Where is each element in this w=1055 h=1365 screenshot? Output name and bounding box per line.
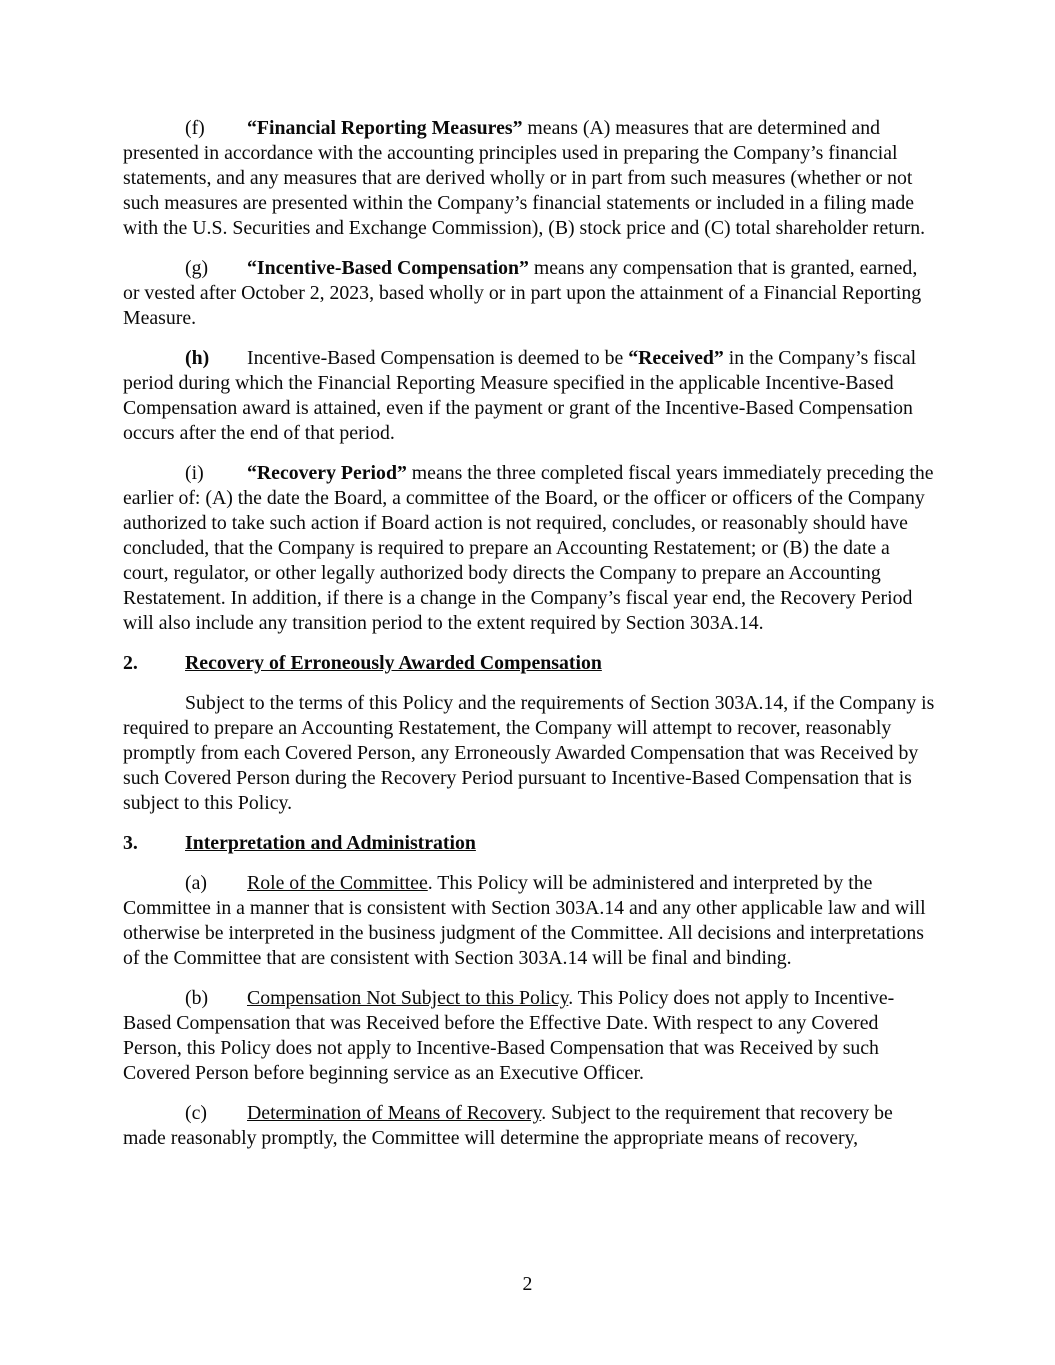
definition-g: [123, 256, 935, 331]
text-run: . Subject to the requirement that recovery be made reasonably promptly, the Committee will determine the appropriate means of recovery,: [123, 1102, 893, 1149]
subsection-a: [123, 871, 935, 971]
block-label: 2.: [123, 652, 138, 674]
section-heading-3: [123, 831, 935, 856]
text-run: “Incentive-Based Compensation”: [247, 257, 529, 279]
section-heading-2: [123, 651, 935, 676]
text-run: “Recovery Period”: [247, 462, 407, 484]
definition-f: [123, 116, 935, 241]
text-run: means any compensation that is granted, earned, or vested after October 2, 2023, based wholly or in part upon the attainment of a Financial Reporting Measure.: [123, 257, 922, 329]
text-run: means (A) measures that are determined and presented in accordance with the accounting principles used in preparing the Company’s financial statements, and any measures that are derived wholly or in part from such measures (whether or not such measures are presented within the Company’s financial statements or included in a filing made with the U.S. Securities and Exchange Commission), (B) stock price and (C) total shareholder return.: [123, 117, 926, 239]
subsection-c: [123, 1101, 935, 1151]
text-run: “Financial Reporting Measures”: [247, 117, 523, 139]
definition-i: [123, 461, 935, 636]
text-run: Incentive-Based Compensation is deemed to be: [247, 347, 629, 369]
text-run: in the Company’s fiscal period during which the Financial Reporting Measure specified in the applicable Incentive-Based Compensation award is attained, even if the payment or grant of the Incentive-Based Compensation occurs after the end of that period.: [123, 347, 917, 444]
subsection-b: [123, 986, 935, 1086]
section-2-body: [123, 691, 935, 816]
block-label: (b): [185, 987, 209, 1009]
page-content: [123, 116, 935, 1166]
text-run: . This Policy will be administered and interpreted by the Committee in a manner that is consistent with Section 303A.14 and any other applicable law and will otherwise be interpreted in the business judgment of the Committee. All decisions and interpretations of the Committee that are consistent with Section 303A.14 will be final and binding.: [123, 872, 926, 969]
text-run: means the three completed fiscal years immediately preceding the earlier of: (A) the date the Board, a committee of the Board, or the officer or officers of the Company authorized to take such action if Board action is not required, concludes, or reasonably should have concluded, that the Company is required to prepare an Accounting Restatement; or (B) the date a court, regulator, or other legally authorized body directs the Company to prepare an Accounting Restatement. In addition, if there is a change in the Company’s fiscal year end, the Recovery Period will also include any transition period to the extent required by Section 303A.14.: [123, 462, 934, 634]
block-label: (c): [185, 1102, 207, 1124]
block-label: (a): [185, 872, 207, 894]
text-run: . This Policy does not apply to Incentive-Based Compensation that was Received before the Effective Date. With respect to any Covered Person, this Policy does not apply to Incentive-Based Compensation that was Received by such Covered Person before beginning service as an Executive Officer.: [123, 987, 895, 1084]
text-run: “Received”: [628, 347, 724, 369]
text-run: Compensation Not Subject to this Policy: [247, 987, 569, 1009]
text-run: Subject to the terms of this Policy and the requirements of Section 303A.14, if the Company is required to prepare an Accounting Restatement, the Company will attempt to recover, reasonably promptly from each Covered Person, any Erroneously Awarded Compensation that was Received by such Covered Person during the Recovery Period pursuant to Incentive-Based Compensation that is subject to this Policy.: [123, 692, 935, 814]
definition-h: [123, 346, 935, 446]
page-number: 2: [522, 1273, 533, 1295]
section-heading-text: Interpretation and Administration: [185, 832, 476, 854]
block-label: (g): [185, 257, 209, 279]
text-run: Determination of Means of Recovery: [247, 1102, 542, 1124]
block-label: 3.: [123, 832, 138, 854]
block-label: (f): [185, 117, 205, 139]
section-heading-text: Recovery of Erroneously Awarded Compensation: [185, 652, 602, 674]
block-label: (i): [185, 462, 204, 484]
text-run: Role of the Committee: [247, 872, 428, 894]
block-label: (h): [185, 347, 210, 369]
